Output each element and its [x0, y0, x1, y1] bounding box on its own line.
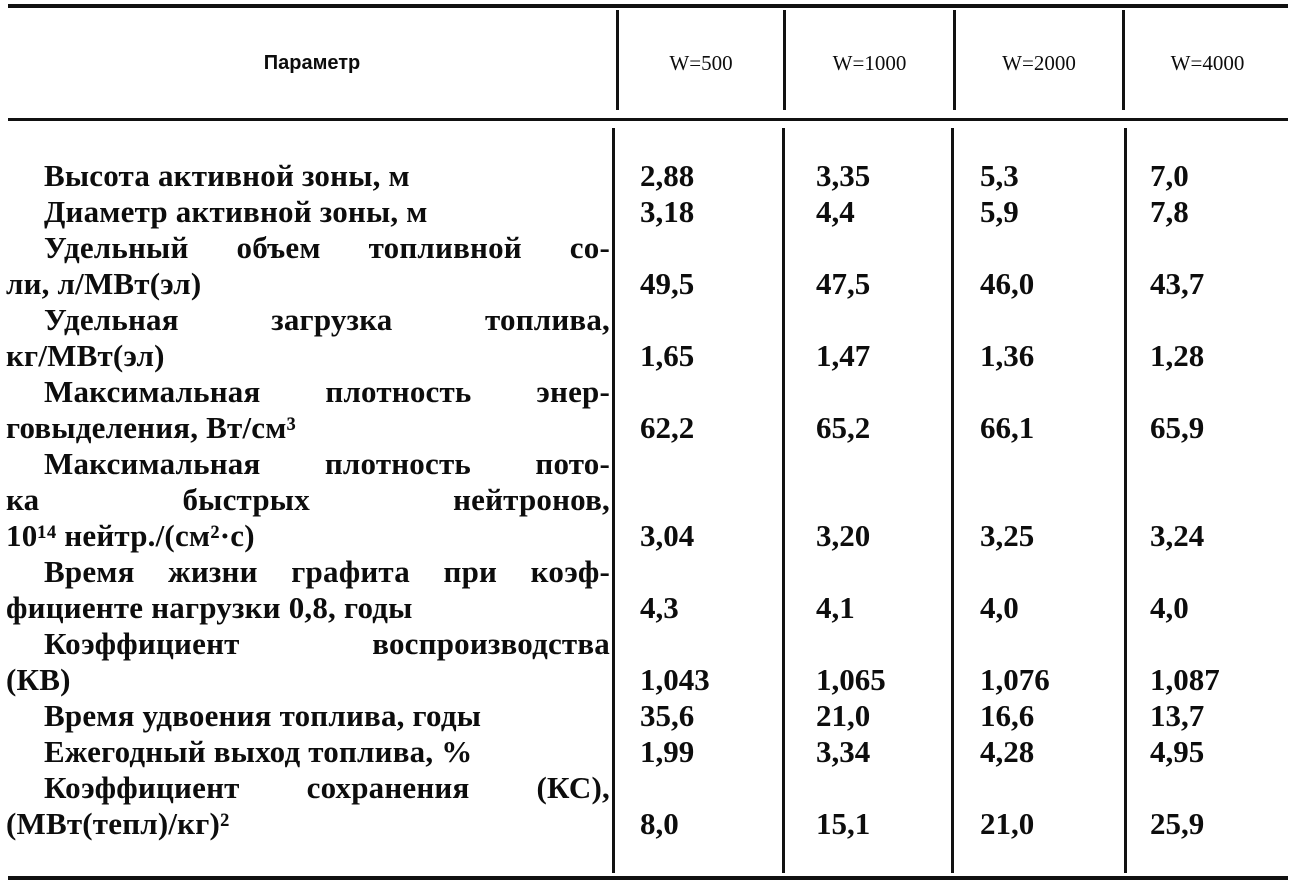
table-cell-value: 25,9: [1150, 806, 1205, 841]
table-cell-value: 4,0: [1150, 590, 1189, 625]
table-cell-value: 5,9: [980, 194, 1019, 229]
table-cell-value: 3,20: [816, 518, 871, 553]
parameter-label-line: говыделения, Вт/см³: [6, 410, 297, 445]
parameter-label: [6, 554, 610, 626]
table-cell-value: 35,6: [640, 698, 695, 733]
table-cell-value: 3,25: [980, 518, 1035, 553]
column-divider: [951, 128, 954, 873]
table-cell-value: 62,2: [640, 410, 695, 445]
table-cell-value: 4,4: [816, 194, 855, 229]
table-cell-value: 1,065: [816, 662, 886, 697]
table-cell-value: 21,0: [980, 806, 1035, 841]
parameter-label-line: (КВ): [6, 662, 71, 697]
parameter-label-line: ли, л/МВт(эл): [6, 266, 202, 301]
table-cell-value: 21,0: [816, 698, 871, 733]
parameter-label: [6, 230, 610, 302]
table-cell-value: 13,7: [1150, 698, 1205, 733]
table-cell-value: 65,2: [816, 410, 871, 445]
parameter-label: [6, 734, 610, 770]
parameter-label: [6, 446, 610, 554]
table-cell-value: 7,0: [1150, 158, 1189, 193]
column-divider: [782, 128, 785, 873]
table-cell-value: 66,1: [980, 410, 1035, 445]
parameter-label-line: ка быстрых нейтронов,: [6, 482, 610, 517]
header-parameter: Параметр: [263, 51, 361, 74]
parameter-label: [6, 770, 610, 842]
parameter-label-line: фициенте нагрузки 0,8, годы: [6, 590, 413, 625]
table-bottom-rule: [8, 876, 1288, 880]
parameter-label-line: кг/МВт(эл): [6, 338, 165, 373]
header-w4000: W=4000: [1170, 50, 1245, 75]
table-cell-value: 4,1: [816, 590, 855, 625]
table-cell-value: 65,9: [1150, 410, 1205, 445]
parameter-label: [6, 194, 610, 230]
table-cell-value: 4,28: [980, 734, 1035, 769]
parameter-label-line: Коэффициент сохранения (КС),: [44, 770, 610, 805]
table-cell-value: 49,5: [640, 266, 695, 301]
table-cell-value: 1,043: [640, 662, 710, 697]
table-cell-value: 16,6: [980, 698, 1035, 733]
parameter-label-line: Коэффициент воспроизводства: [44, 626, 610, 661]
parameter-label-line: (МВт(тепл)/кг)²: [6, 806, 230, 841]
parameter-label-line: Высота активной зоны, м: [44, 158, 410, 193]
parameter-label-line: Удельная загрузка топлива,: [44, 302, 610, 337]
table-cell-value: 4,3: [640, 590, 679, 625]
table-cell-value: 1,99: [640, 734, 695, 769]
table-cell-value: 4,95: [1150, 734, 1205, 769]
table-cell-value: 1,47: [816, 338, 871, 373]
header-w2000: W=2000: [1002, 50, 1076, 75]
table-cell-value: 1,36: [980, 338, 1035, 373]
parameter-label-line: Время жизни графита при коэф-: [44, 554, 610, 589]
parameter-label-line: Диаметр активной зоны, м: [44, 194, 428, 229]
table-cell-value: 46,0: [980, 266, 1035, 301]
parameter-label: [6, 626, 610, 698]
column-divider: [612, 128, 615, 873]
column-divider: [1124, 128, 1127, 873]
parameter-label-line: Удельный объем топливной со-: [44, 230, 610, 265]
parameter-label-line: Максимальная плотность энер-: [44, 374, 610, 409]
table-cell-value: 1,087: [1150, 662, 1220, 697]
table-cell-value: 5,3: [980, 158, 1019, 193]
table-cell-value: 2,88: [640, 158, 695, 193]
parameter-label-line: Максимальная плотность пото-: [44, 446, 610, 481]
table-cell-value: 3,24: [1150, 518, 1205, 553]
table-cell-value: 1,65: [640, 338, 695, 373]
parameter-label: [6, 158, 610, 194]
parameter-label-line: Время удвоения топлива, годы: [44, 698, 482, 733]
header-w1000: W=1000: [832, 50, 907, 75]
parameter-label: [6, 302, 610, 374]
table-cell-value: 3,04: [640, 518, 695, 553]
table-cell-value: 3,18: [640, 194, 695, 229]
table-cell-value: 1,28: [1150, 338, 1205, 373]
table-cell-value: 4,0: [980, 590, 1019, 625]
header-w500: W=500: [669, 50, 733, 75]
parameter-label-line: 10¹⁴ нейтр./(см²·с): [6, 518, 255, 553]
table-cell-value: 15,1: [816, 806, 871, 841]
table-cell-value: 8,0: [640, 806, 679, 841]
table-cell-value: 1,076: [980, 662, 1050, 697]
parameter-label: [6, 698, 610, 734]
table-cell-value: 43,7: [1150, 266, 1205, 301]
parameter-label-line: Ежегодный выход топлива, %: [44, 734, 473, 769]
table-cell-value: 47,5: [816, 266, 871, 301]
parameter-label: [6, 374, 610, 446]
table-cell-value: 3,35: [816, 158, 871, 193]
table-header-rule: [8, 118, 1288, 121]
table-cell-value: 3,34: [816, 734, 871, 769]
table-cell-value: 7,8: [1150, 194, 1189, 229]
